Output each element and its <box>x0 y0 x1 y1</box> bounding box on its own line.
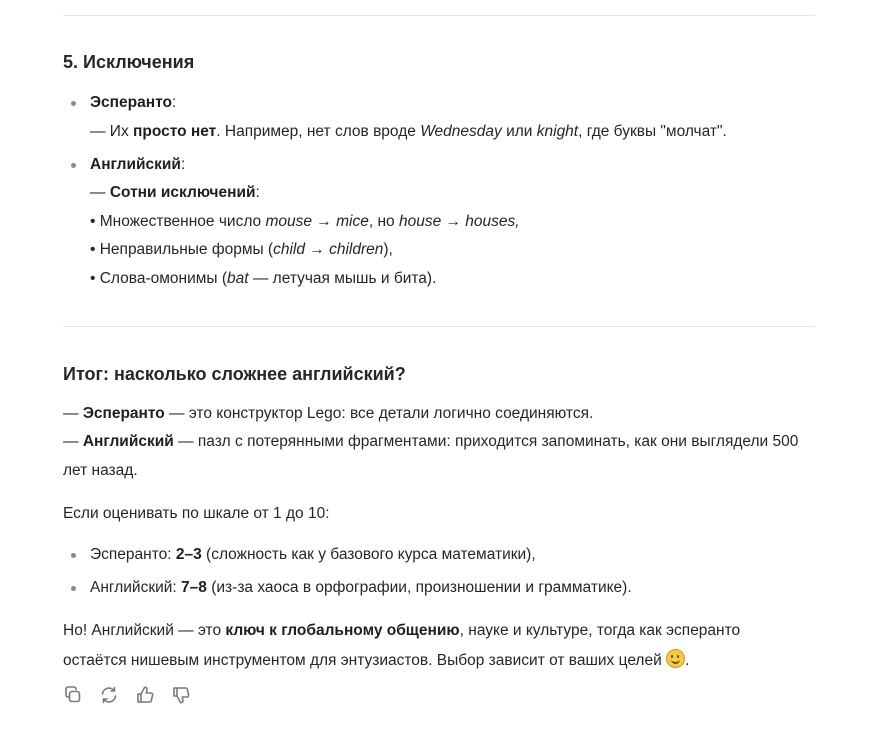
thumbs-down-icon <box>171 685 191 705</box>
english-homonym-example: • Слова-омонимы (bat — летучая мышь и бита). <box>90 270 437 287</box>
bullet-dot <box>71 163 76 168</box>
english-label: Английский <box>90 156 181 173</box>
summary-heading: Итог: насколько сложнее английский? <box>63 364 406 384</box>
regenerate-button[interactable] <box>99 685 119 705</box>
rating-esperanto: Эсперанто: 2–3 (сложность как у базового курса математики), <box>90 546 536 563</box>
message-actions-toolbar <box>63 685 191 705</box>
list-item-esperanto-label <box>90 92 176 114</box>
english-plural-example: • Множественное число mouse → mice, но house → houses, <box>90 213 520 230</box>
divider <box>63 15 815 16</box>
summary-english-line: — Английский — пазл с потерянными фрагментами: приходится запоминать, как они выглядели 500 <box>63 433 799 450</box>
esperanto-label: Эсперанто <box>90 94 172 111</box>
rating-english: Английский: 7–8 (из-за хаоса в орфографии, произношении и грамматике). <box>90 579 632 596</box>
english-irregular-example: • Неправильные формы (child → children), <box>90 241 393 258</box>
section-heading: 5. Исключения <box>63 52 195 72</box>
esperanto-exceptions-text: — Их просто нет. Например, нет слов вроде Wednesday или knight, где буквы "молчат". <box>90 123 727 140</box>
bullet-dot <box>71 586 76 591</box>
colon: : <box>171 94 177 111</box>
list-item-english-label: Английский: <box>90 156 186 173</box>
divider <box>63 326 815 327</box>
copy-icon <box>63 685 83 705</box>
smiling-face-emoji-icon <box>666 649 685 668</box>
copy-button[interactable] <box>63 685 83 705</box>
regenerate-icon <box>99 685 119 705</box>
thumbs-up-icon <box>135 685 155 705</box>
scale-intro: Если оценивать по шкале от 1 до 10: <box>63 505 330 522</box>
dislike-button[interactable] <box>171 685 191 705</box>
like-button[interactable] <box>135 685 155 705</box>
bullet-dot <box>71 101 76 106</box>
summary-esperanto-line: — Эсперанто — это конструктор Lego: все детали логично соединяются. <box>63 405 594 422</box>
summary-english-line-cont: лет назад. <box>63 462 138 479</box>
final-paragraph-line1: Но! Английский — это ключ к глобальному общению, науке и культуре, тогда как эсперанто <box>63 622 741 639</box>
bullet-dot <box>71 553 76 558</box>
english-exceptions-heading: — Сотни исключений: <box>90 184 260 201</box>
final-paragraph-line2: остаётся нишевым инструментом для энтузиастов. Выбор зависит от ваших целей . <box>63 649 689 672</box>
